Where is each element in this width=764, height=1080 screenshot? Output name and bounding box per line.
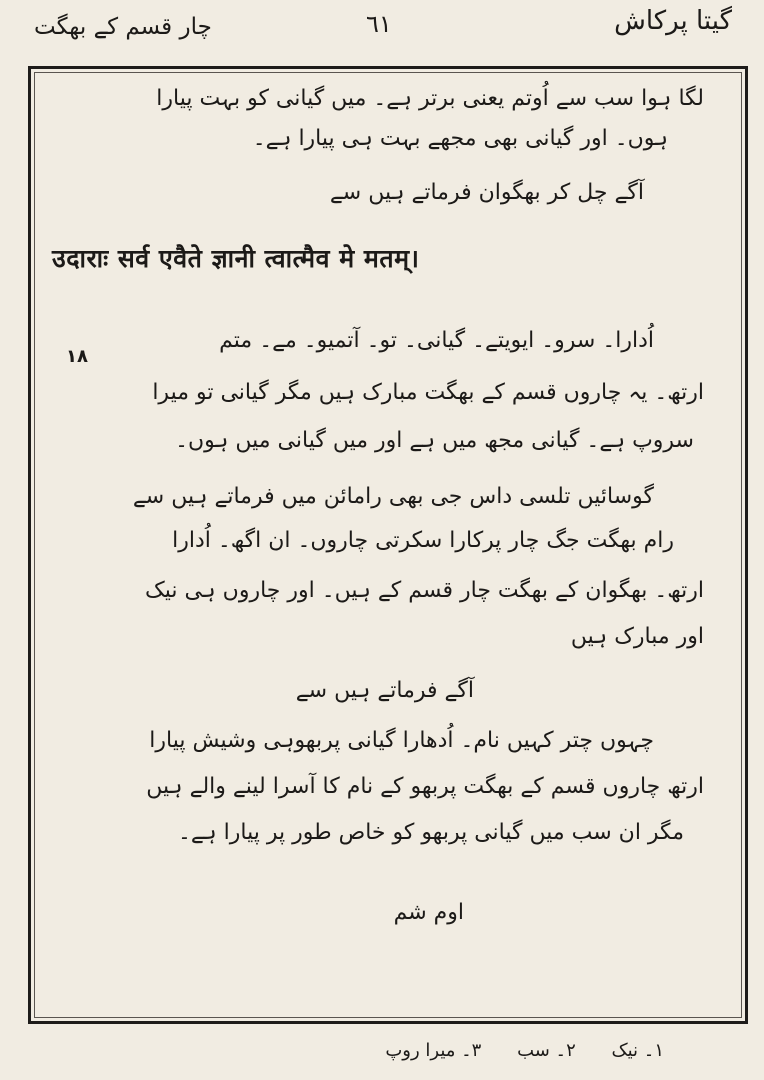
sanskrit-verse: उदाराः सर्व एवैते ज्ञानी त्वात्मैव मे मतम्। [52,244,420,273]
footnotes [355,1040,664,1061]
page-number: ٦١ [366,10,392,38]
page-header [0,0,764,52]
footnote-3: ٣۔ میرا روپ [385,1040,482,1061]
text-line-14: مگر ان سب میں گیانی پربھو کو خاص طور پر پیارا ہے۔ [177,820,684,845]
text-line-6: سروپ ہے۔ گیانی مجھ میں ہے اور میں گیانی میں ہوں۔ [175,428,694,453]
footnote-1: ١۔ نیک [611,1040,664,1061]
transliteration-line: اُدارا۔ سرو۔ ایویتے۔ گیانی۔ تو۔ آتمیو۔ مے۔ متم [219,328,654,353]
closing-om: اوم شم [393,900,464,925]
text-line-1: لگا ہوا سب سے اُوتم یعنی برتر ہے۔ میں گیانی کو بہت پیارا [156,86,704,111]
text-line-10: اور مبارک ہیں [570,624,704,649]
footnote-2: ٢۔ سب [517,1040,576,1061]
chapter-title: چار قسم کے بھگت [34,14,212,40]
text-line-3: آگے چل کر بھگوان فرماتے ہیں سے [329,180,644,205]
verse-number: ١٨ [66,346,88,367]
text-line-9: ارتھ۔ بھگوان کے بھگت چار قسم کے ہیں۔ اور چاروں ہی نیک [145,578,704,603]
book-title: گیتا پرکاش [614,6,732,36]
chaupai-line-1: رام بھگت جگ چار پرکارا سکرتی چاروں۔ ان اگھ۔ اُدارا [172,528,674,553]
text-line-13: ارتھ چاروں قسم کے بھگت پربھو کے نام کا آسرا لینے والے ہیں [146,774,704,799]
text-line-11: آگے فرماتے ہیں سے [295,678,474,703]
text-line-5: ارتھ۔ یہ چاروں قسم کے بھگت مبارک ہیں مگر گیانی تو میرا [152,380,704,405]
text-line-7: گوسائیں تلسی داس جی بھی رامائن میں فرماتے ہیں سے [132,484,654,509]
text-line-2: ہوں۔ اور گیانی بھی مجھے بہت ہی پیارا ہے۔ [252,126,668,151]
chaupai-line-2: چہوں چتر کہیں نام۔ اُدھارا گیانی پربھوہی وشیش پیارا [149,728,654,753]
